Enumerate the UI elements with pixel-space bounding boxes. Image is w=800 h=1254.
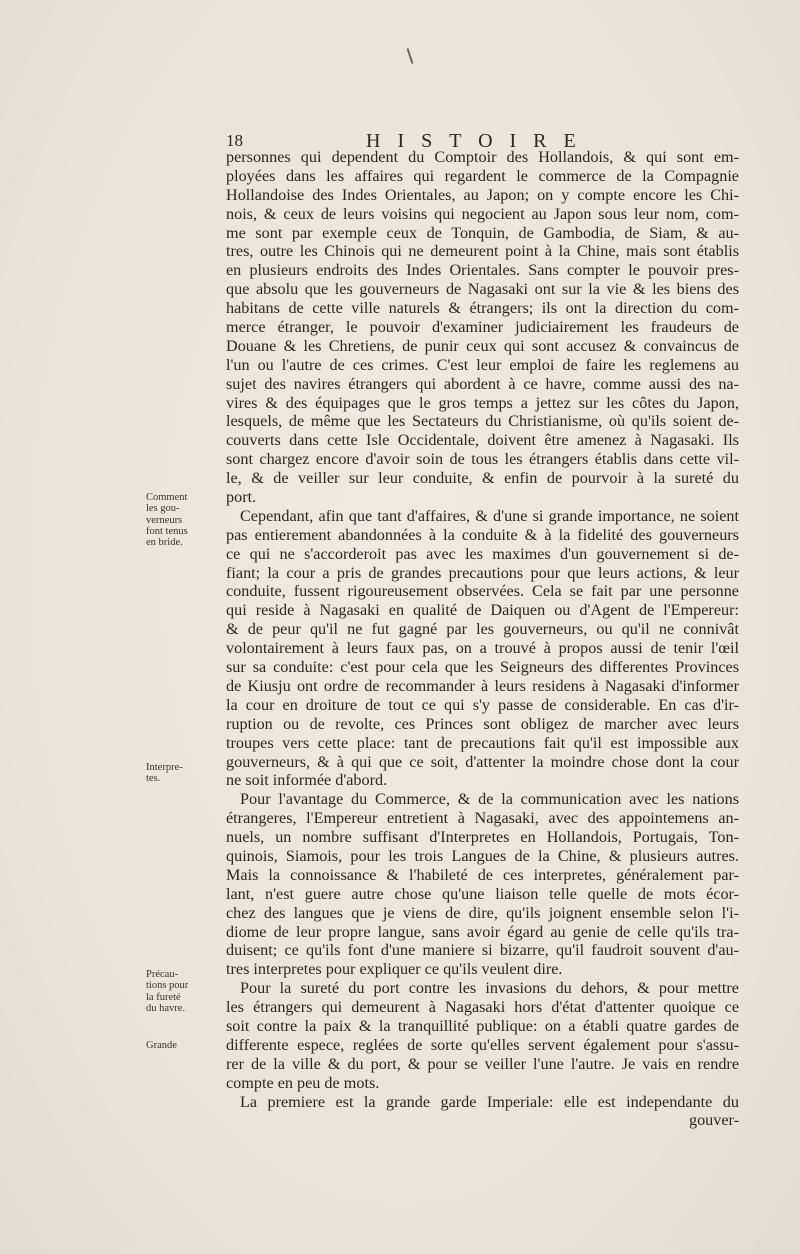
text-line: compte en peu de mots. [226, 1073, 380, 1092]
page-number: 18 [226, 131, 243, 150]
text-line: que absolu que les gouverneurs de Nagasaki ont sur la vie & les biens des [226, 280, 739, 299]
text-line: & de peur qu'il ne fut gagné par les gouverneurs, ou qu'il ne connivât [226, 620, 739, 639]
text-line: vires & des équipages que le gros temps a jettez sur les côtes du Japon, [226, 393, 739, 412]
text-line: conduite, fussent rigoureusement observées. Cela se fait par une personne [226, 582, 739, 601]
text-line: ruption ou de revolte, ces Princes sont obligez de marcher avec leurs [226, 714, 739, 733]
text-line: tres interpretes pour expliquer ce qu'ils veulent dire. [226, 960, 563, 979]
margin-note-line: Précau- [146, 969, 179, 980]
text-line: fiant; la cour a pris de grandes precautions pour que leurs actions, & leur [226, 563, 739, 582]
text-line: les étrangers qui demeurent à Nagasaki hors d'état d'attenter quoique ce [226, 998, 739, 1017]
margin-note-line: font tenus [146, 525, 188, 537]
ink-mark [407, 48, 414, 64]
text-line: personnes qui dependent du Comptoir des Hollandois, & qui sont em- [226, 148, 739, 166]
text-line: Mais la connoissance & l'habileté de ces interpretes, généralement par- [226, 865, 739, 884]
text-line: duisent; ce qu'ils font d'une maniere si bizarre, qu'il faudroit souvent d'au- [226, 941, 739, 960]
margin-note-line: les gou- [146, 503, 180, 515]
text-line: de Kiusju ont ordre de recommander à leurs residens à Nagasaki d'informer [226, 676, 739, 695]
text-line: l'un ou l'autre de ces crimes. C'est leur emploi de faire les reglemens au [226, 355, 739, 374]
margin-note-line: Interpre- [146, 762, 183, 773]
margin-note-line: Comment [146, 492, 188, 503]
margin-note-line: tions pour [146, 980, 189, 992]
text-line: habitans de cette ville naturels & étrangers; ils ont la direction du com- [226, 299, 739, 318]
text-line: Hollandoise des Indes Orientales, au Japon; on y compte encore les Chi- [226, 185, 739, 204]
text-line: Pour la sureté du port contre les invasions du dehors, & pour mettre [240, 979, 739, 998]
text-line: ployées dans les affaires qui regardent le commerce de la Compagnie [226, 166, 739, 185]
text-line: lant, n'est guere autre chose qu'une liaison telle quelle de mots écor- [226, 884, 739, 903]
body-text [226, 148, 739, 1130]
text-line: merce étranger, le pouvoir d'examiner judiciairement les fraudeurs de [226, 318, 739, 337]
text-line: me sont par exemple ceux de Tonquin, de Gambodia, de Siam, & au- [226, 223, 739, 242]
text-line: gouverneurs, & à qui que ce soit, d'attenter la moindre chose dont la cour [226, 752, 739, 771]
margin-note-line: Grande [146, 1040, 177, 1051]
text-line: quinois, Siamois, pour les trois Langues de la Chine, & plusieurs autres. [226, 846, 739, 865]
margin-note-line: tes. [146, 773, 161, 785]
text-line: gouver- [688, 1111, 739, 1130]
text-line: diome de leur propre langue, sans avoir égard au genie de celle qu'ils tra- [226, 922, 739, 941]
text-line: differente espece, reglées de sorte qu'elles servent également pour s'assu- [226, 1035, 739, 1054]
margin-note-line: la fureté [146, 991, 181, 1003]
margin-note-line: du havre. [146, 1002, 186, 1014]
text-line: étrangeres, l'Empereur entretient à Nagasaki, avec des appointemens an- [226, 809, 739, 828]
text-line: couverts dans cette Isle Occidentale, doivent être amenez à Nagasaki. Ils [226, 431, 739, 450]
margin-note-governors [146, 492, 226, 548]
margin-note-precautions [146, 969, 226, 1014]
text-line: nois, & ceux de leurs voisins qui negocient au Japon sous leur nom, com- [226, 204, 739, 223]
text-line: pas entierement abandonnées à la conduite & à la fidelité des gouverneurs [226, 525, 739, 544]
text-line: Douane & les Chretiens, de punir ceux qui sont accusez & convaincus de [226, 336, 739, 355]
text-line: qui reside à Nagasaki en qualité de Daiquen ou d'Agent de l'Empereur: [226, 601, 739, 620]
text-line: en plusieurs endroits des Indes Orientales. Sans compter le pouvoir pres- [226, 261, 739, 280]
text-line: nuels, un nombre suffisant d'Interpretes en Hollandois, Portugais, Ton- [226, 828, 739, 847]
text-line: Cependant, afin que tant d'affaires, & d'une si grande importance, ne soient [240, 506, 739, 525]
text-line: ce qui ne s'accorderoit pas avec les maximes d'un gouvernement si de- [226, 544, 739, 563]
text-line: ne soit informée d'abord. [226, 771, 388, 790]
text-line: tres, outre les Chinois qui ne demeurent point à la Chine, mais sont établis [226, 242, 739, 261]
margin-note-line: en bride. [146, 537, 183, 549]
margin-note-interpreters [146, 762, 226, 785]
text-line: chez des langues que je viens de dire, qu'ils joignent ensemble selon l'i- [226, 903, 739, 922]
text-line: sont chargez encore d'avoir soin de tous les étrangers établis dans cette vil- [226, 450, 739, 469]
text-line: la cour en droiture de tout ce qui s'y passe de considerable. En cas d'ir- [226, 695, 739, 714]
text-line: soit contre la paix & la tranquillité publique: on a établi quatre gardes de [226, 1016, 739, 1035]
text-line: Pour l'avantage du Commerce, & de la communication avec les nations [240, 790, 739, 809]
text-line: volontairement à leurs faux pas, on a trouvé à propos aussi de tenir l'œil [226, 639, 739, 658]
text-line: La premiere est la grande garde Imperiale: elle est independante du [240, 1092, 739, 1111]
text-line: rer de la ville & du port, & pour se veiller l'une l'autre. Je vais en rendre [226, 1054, 739, 1073]
text-line: port. [226, 488, 257, 507]
text-line: sur sa conduite: c'est pour cela que les Seigneurs des differentes Provinces [226, 658, 739, 677]
margin-note-grande [146, 1040, 226, 1051]
text-line: lesquels, de même que les Sectateurs du Christianisme, où qu'ils soient de- [226, 412, 739, 431]
text-line: le, & de veiller sur leur conduite, & enfin de pourvoir à la sureté du [226, 469, 739, 488]
running-title: HISTOIRE [366, 130, 593, 152]
margin-note-line: verneurs [146, 514, 183, 526]
text-line: troupes vers cette place: tant de precautions fait qu'il est impossible aux [226, 733, 739, 752]
text-line: sujet des navires étrangers qui abordent à ce havre, comme aussi des na- [226, 374, 739, 393]
